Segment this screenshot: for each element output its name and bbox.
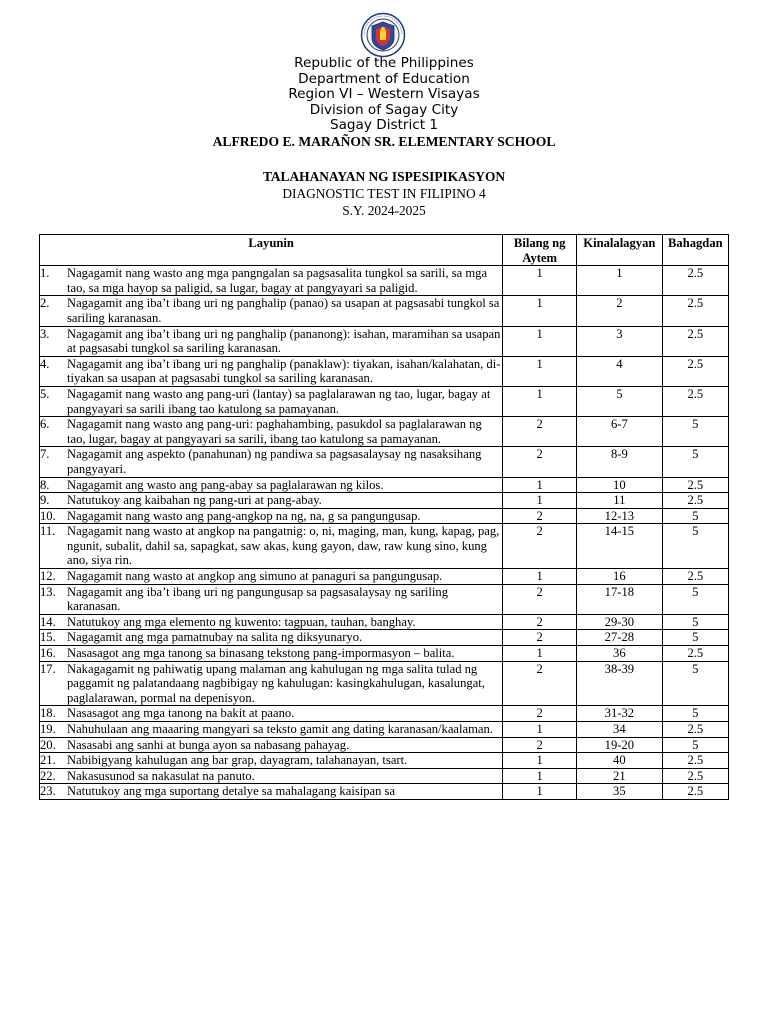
location-cell: 11 [577,493,663,509]
objective-cell [40,661,503,706]
location-cell: 21 [577,768,663,784]
percentage-cell: 2.5 [662,356,728,386]
items-count-cell: 1 [503,266,577,296]
objective-number: 20. [40,737,56,752]
document-title [0,168,768,219]
percentage-cell: 2.5 [662,784,728,800]
percentage-cell: 5 [662,737,728,753]
objective-text: Nagagamit nang wasto ang pang-uri (lantay) sa paglalarawan ng tao, lugar, bagay at pangyayari sa sarili ibang tao katulong sa pamayanan. [67,386,491,416]
division-line: Division of Sagay City [309,101,459,118]
items-count-cell: 2 [503,508,577,524]
table-row [40,296,729,326]
table-row [40,356,729,386]
location-cell: 36 [577,646,663,662]
objective-cell [40,584,503,614]
school-name: ALFREDO E. MARAÑON SR. ELEMENTARY SCHOOL [212,133,556,149]
percentage-cell: 5 [662,524,728,569]
objective-number: 3. [40,326,50,341]
table-row [40,584,729,614]
district-line: Sagay District 1 [329,117,439,134]
column-header-bilang-ng-aytem: Bilang ng Aytem [503,235,577,266]
objective-cell [40,524,503,569]
items-count-cell: 1 [503,356,577,386]
objective-cell [40,493,503,509]
items-count-cell: 2 [503,417,577,447]
objective-cell [40,386,503,416]
table-row [40,386,729,416]
objective-cell [40,266,503,296]
objective-text: Nasasabi ang sanhi at bunga ayon sa nabasang pahayag. [67,737,350,752]
objective-cell [40,646,503,662]
percentage-cell: 2.5 [662,386,728,416]
percentage-cell: 2.5 [662,493,728,509]
items-count-cell: 2 [503,706,577,722]
republic-line: Republic of the Philippines [294,55,474,71]
objective-number: 11. [40,524,56,539]
items-count-cell: 2 [503,447,577,477]
location-cell: 35 [577,784,663,800]
percentage-cell: 5 [662,661,728,706]
items-count-cell: 1 [503,784,577,800]
items-count-cell: 1 [503,569,577,585]
items-count-cell: 1 [503,296,577,326]
objective-number: 10. [40,508,56,523]
location-cell: 16 [577,569,663,585]
items-count-cell: 1 [503,753,577,769]
objective-cell [40,326,503,356]
objective-text: Natutukoy ang kaibahan ng pang-uri at pang-abay. [67,493,322,508]
objective-cell [40,722,503,738]
items-count-cell: 2 [503,524,577,569]
objective-text: Nagagamit ang mga pamatnubay na salita ng diksyunaryo. [67,630,363,645]
column-header-kinalalagyan: Kinalalagyan [577,235,663,266]
objective-text: Nakagagamit ng pahiwatig upang malaman ang kahulugan ng mga salita tulad ng paggamit ng palatandaang nagbibigay ng kahulugan: kasingkahulugan, kasalungat, paglalarawan, pormal na depenisyon. [67,661,485,705]
objective-cell [40,447,503,477]
table-row [40,753,729,769]
table-row [40,630,729,646]
table-row [40,493,729,509]
objective-cell [40,569,503,585]
percentage-cell: 5 [662,417,728,447]
percentage-cell: 5 [662,630,728,646]
objective-text: Nagagamit nang wasto ang mga pangngalan sa pagsasalita tungkol sa sarili, sa mga tao, sa mga hayop sa paligid, sa lugar, bagay at pangyayari sa paligid. [67,266,488,295]
school-year: S.Y. 2024-2025 [342,203,426,218]
objective-cell [40,614,503,630]
objective-cell [40,508,503,524]
percentage-cell: 2.5 [662,296,728,326]
letterhead [0,56,768,150]
table-row [40,768,729,784]
objective-number: 4. [40,356,50,371]
table-body [40,266,729,800]
items-count-cell: 1 [503,326,577,356]
items-count-cell: 1 [503,722,577,738]
objective-text: Nagagamit ang iba’t ibang uri ng panghalip (panaklaw): tiyakan, isahan/kalahatan, di-tiyakan sa usapan at pagsasabi tungkol sa sariling karanasan. [67,356,501,386]
percentage-cell: 2.5 [662,768,728,784]
objective-number: 18. [40,706,56,721]
location-cell: 17-18 [577,584,663,614]
objective-number: 12. [40,569,56,584]
objective-cell [40,737,503,753]
objective-cell [40,630,503,646]
objective-text: Nasasagot ang mga tanong sa binasang tekstong pang-impormasyon – balita. [67,646,455,661]
objective-text: Nasasagot ang mga tanong na bakit at paano. [67,706,295,721]
objective-number: 22. [40,768,56,783]
items-count-cell: 2 [503,614,577,630]
objective-number: 9. [40,493,50,508]
objective-number: 16. [40,646,56,661]
objective-text: Nagagamit nang wasto at angkop na pangatnig: o, ni, maging, man, kung, kapag, pag, ngunit, subalit, dahil sa, sapagkat, saw akas, kung gayon, daw, raw kung sino, kung ano, siya rin. [67,524,500,568]
objective-number: 19. [40,722,56,736]
objective-number: 23. [40,784,56,799]
location-cell: 2 [577,296,663,326]
objective-number: 13. [40,584,56,599]
objective-text: Natutukoy ang mga suportang detalye sa mahalagang kaisipan sa [67,784,396,799]
column-header-bahagdan: Bahagdan [662,235,728,266]
objective-cell [40,477,503,493]
location-cell: 8-9 [577,447,663,477]
specification-table [39,234,729,800]
objective-cell [40,417,503,447]
objective-cell [40,356,503,386]
location-cell: 10 [577,477,663,493]
percentage-cell: 2.5 [662,266,728,296]
objective-cell [40,753,503,769]
objective-cell [40,768,503,784]
objective-text: Nagagamit nang wasto ang pang-uri: paghahambing, pasukdol sa paglalarawan ng tao, lugar, bagay at pangyayari sa sarili, ibang tao katulong sa pamayanan. [67,417,482,446]
objective-text: Nagagamit nang wasto ang pang-angkop na ng, na, g sa pangungusap. [67,508,421,523]
location-cell: 27-28 [577,630,663,646]
column-header-layunin: Layunin [40,235,503,266]
objective-text: Nagagamit ang iba’t ibang uri ng panghalip (panao) sa usapan at pagsasabi tungkol sa sariling karanasan. [67,296,500,325]
objective-text: Nagagamit ang iba’t ibang uri ng pangungusap sa pagsasalaysay ng sariling karanasan. [67,584,448,614]
percentage-cell: 5 [662,508,728,524]
objective-number: 21. [40,753,56,768]
percentage-cell: 5 [662,584,728,614]
items-count-cell: 2 [503,630,577,646]
objective-text: Nagagamit ang wasto ang pang-abay sa paglalarawan ng kilos. [67,477,384,492]
items-count-cell: 2 [503,737,577,753]
location-cell: 14-15 [577,524,663,569]
location-cell: 4 [577,356,663,386]
objective-number: 2. [40,296,50,311]
objective-text: Nagagamit ang aspekto (panahunan) ng pandiwa sa pagsasalaysay ng nasaksihang pangyayari. [67,447,482,476]
objective-number: 7. [40,447,50,462]
items-count-cell: 1 [503,646,577,662]
region-line: Region VI – Western Visayas [288,86,480,103]
table-row [40,646,729,662]
objective-text: Nabibigyang kahulugan ang bar grap, dayagram, talahanayan, tsart. [67,753,408,768]
table-row [40,524,729,569]
table-row [40,447,729,477]
objective-number: 1. [40,266,50,281]
table-row [40,784,729,800]
objective-number: 8. [40,477,50,492]
percentage-cell: 2.5 [662,753,728,769]
percentage-cell: 5 [662,706,728,722]
percentage-cell: 2.5 [662,326,728,356]
table-row [40,661,729,706]
location-cell: 12-13 [577,508,663,524]
deped-seal-logo [358,12,408,58]
objective-text: Natutukoy ang mga elemento ng kuwento: tagpuan, tauhan, banghay. [67,614,416,629]
objective-text: Nagagamit ang iba’t ibang uri ng panghalip (pananong): isahan, maramihan sa usapan at pagsasabi tungkol sa sariling karanasan. [67,326,501,356]
percentage-cell: 5 [662,614,728,630]
location-cell: 29-30 [577,614,663,630]
items-count-cell: 1 [503,477,577,493]
objective-text: Nagagamit nang wasto at angkop ang simuno at panaguri sa pangungusap. [67,569,443,584]
location-cell: 38-39 [577,661,663,706]
items-count-cell: 2 [503,584,577,614]
table-header-row [40,235,729,266]
items-count-cell: 2 [503,661,577,706]
percentage-cell: 2.5 [662,569,728,585]
location-cell: 6-7 [577,417,663,447]
items-count-cell: 1 [503,493,577,509]
objective-number: 14. [40,614,56,629]
percentage-cell: 2.5 [662,646,728,662]
location-cell: 40 [577,753,663,769]
table-row [40,477,729,493]
location-cell: 31-32 [577,706,663,722]
test-name: DIAGNOSTIC TEST IN FILIPINO 4 [282,186,486,201]
location-cell: 5 [577,386,663,416]
table-row [40,417,729,447]
objective-number: 6. [40,417,50,432]
table-row [40,326,729,356]
department-line: Department of Education [298,70,470,87]
table-row [40,508,729,524]
objective-cell [40,296,503,326]
table-row [40,737,729,753]
table-title: TALAHANAYAN NG ISPESIPIKASYON [262,169,506,184]
objective-cell [40,706,503,722]
table-row [40,722,729,738]
table-row [40,266,729,296]
items-count-cell: 1 [503,386,577,416]
location-cell: 19-20 [577,737,663,753]
table-row [40,706,729,722]
objective-number: 17. [40,661,56,676]
table-row [40,569,729,585]
percentage-cell: 5 [662,447,728,477]
location-cell: 1 [577,266,663,296]
objective-number: 15. [40,630,56,645]
table-row [40,614,729,630]
objective-text: Nahuhulaan ang maaaring mangyari sa teksto gamit ang dating karanasan/kaalaman. [67,722,493,736]
objective-number: 5. [40,386,50,401]
location-cell: 34 [577,722,663,738]
objective-cell [40,784,503,800]
objective-text: Nakasusunod sa nakasulat na panuto. [67,768,255,783]
location-cell: 3 [577,326,663,356]
percentage-cell: 2.5 [662,477,728,493]
percentage-cell: 2.5 [662,722,728,738]
items-count-cell: 1 [503,768,577,784]
